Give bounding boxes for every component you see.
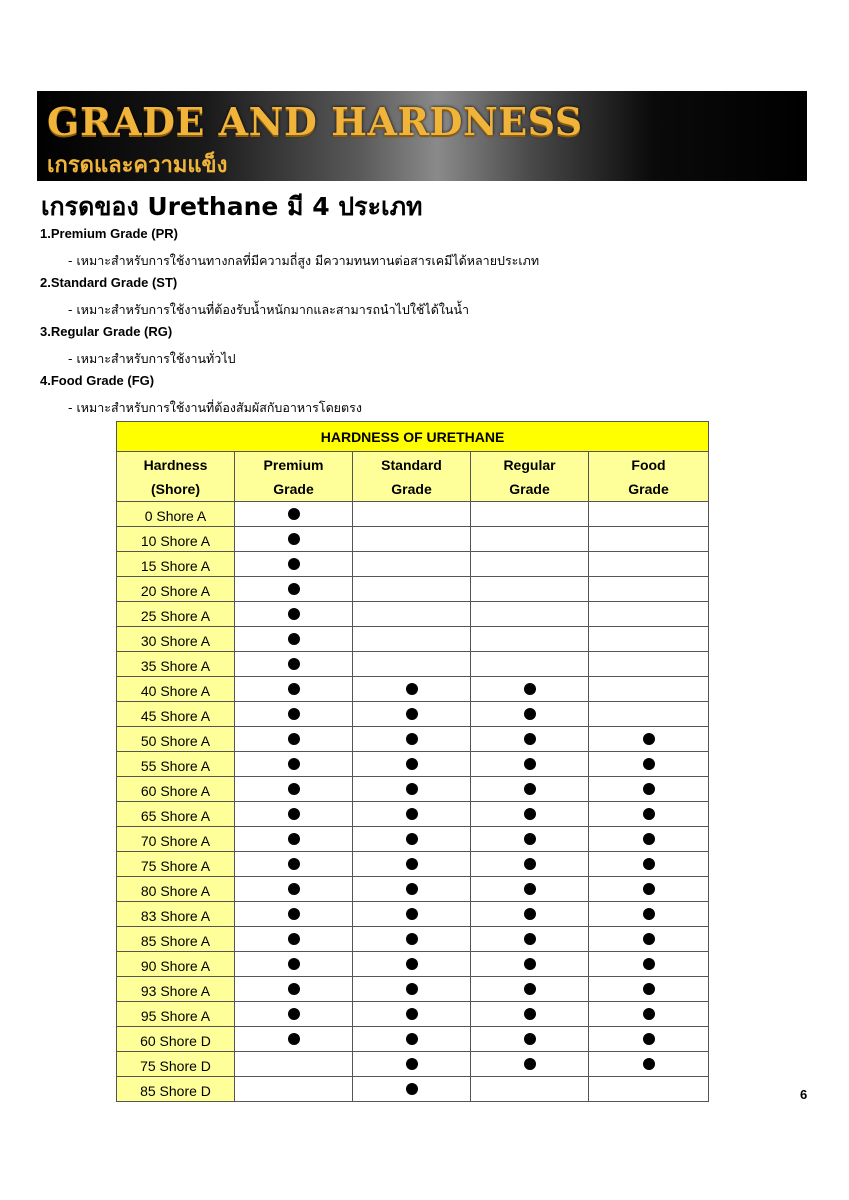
hardness-label: 83 Shore A xyxy=(117,902,235,927)
grade-cell-standard xyxy=(353,952,471,977)
hardness-label: 93 Shore A xyxy=(117,977,235,1002)
grade-cell-standard xyxy=(353,1027,471,1052)
table-row xyxy=(117,727,709,752)
available-dot-icon xyxy=(524,958,536,970)
grade-cell-premium xyxy=(235,752,353,777)
hardness-label: 50 Shore A xyxy=(117,727,235,752)
grade-title-standard: 2.Standard Grade (ST) xyxy=(40,275,178,290)
grade-cell-standard xyxy=(353,927,471,952)
grade-desc-regular: - เหมาะสำหรับการใช้งานทั่วไป xyxy=(68,351,236,366)
available-dot-icon xyxy=(643,833,655,845)
grade-cell-premium xyxy=(235,702,353,727)
grade-cell-standard xyxy=(353,1077,471,1102)
grade-cell-standard xyxy=(353,802,471,827)
available-dot-icon xyxy=(288,608,300,620)
grade-cell-regular xyxy=(471,577,589,602)
grade-cell-premium xyxy=(235,677,353,702)
grade-cell-regular xyxy=(471,627,589,652)
grade-cell-standard xyxy=(353,527,471,552)
grade-cell-regular xyxy=(471,827,589,852)
grade-cell-food xyxy=(589,577,709,602)
table-row xyxy=(117,1052,709,1077)
grade-cell-premium xyxy=(235,552,353,577)
grade-cell-regular xyxy=(471,1002,589,1027)
table-row xyxy=(117,877,709,902)
available-dot-icon xyxy=(288,1008,300,1020)
grade-cell-food xyxy=(589,652,709,677)
grade-cell-food xyxy=(589,677,709,702)
table-title: HARDNESS OF URETHANE xyxy=(117,422,709,452)
available-dot-icon xyxy=(406,1083,418,1095)
grade-cell-standard xyxy=(353,677,471,702)
table-row xyxy=(117,527,709,552)
grade-cell-premium xyxy=(235,1077,353,1102)
grade-cell-food xyxy=(589,627,709,652)
table-row xyxy=(117,602,709,627)
table-row xyxy=(117,977,709,1002)
available-dot-icon xyxy=(643,758,655,770)
grade-desc-standard: - เหมาะสำหรับการใช้งานที่ต้องรับน้ำหนักมากและสามารถนำไปใช้ได้ในน้ำ xyxy=(68,302,470,317)
available-dot-icon xyxy=(288,708,300,720)
grade-cell-standard xyxy=(353,852,471,877)
table-row xyxy=(117,752,709,777)
available-dot-icon xyxy=(288,633,300,645)
available-dot-icon xyxy=(643,958,655,970)
available-dot-icon xyxy=(288,933,300,945)
grade-cell-regular xyxy=(471,877,589,902)
grade-cell-premium xyxy=(235,877,353,902)
grade-cell-standard xyxy=(353,777,471,802)
available-dot-icon xyxy=(524,833,536,845)
hardness-label: 80 Shore A xyxy=(117,877,235,902)
grade-cell-regular xyxy=(471,1077,589,1102)
header-premium: Premium Grade xyxy=(235,452,353,502)
table-row xyxy=(117,552,709,577)
grade-title-premium: 1.Premium Grade (PR) xyxy=(40,226,178,241)
grade-cell-premium xyxy=(235,1052,353,1077)
hardness-label: 15 Shore A xyxy=(117,552,235,577)
table-row xyxy=(117,677,709,702)
available-dot-icon xyxy=(288,758,300,770)
grade-cell-food xyxy=(589,777,709,802)
available-dot-icon xyxy=(406,858,418,870)
grade-cell-regular xyxy=(471,977,589,1002)
grade-cell-food xyxy=(589,977,709,1002)
hardness-label: 35 Shore A xyxy=(117,652,235,677)
available-dot-icon xyxy=(643,933,655,945)
available-dot-icon xyxy=(288,908,300,920)
hardness-label: 30 Shore A xyxy=(117,627,235,652)
available-dot-icon xyxy=(288,833,300,845)
hardness-label: 60 Shore A xyxy=(117,777,235,802)
available-dot-icon xyxy=(524,883,536,895)
table-row xyxy=(117,627,709,652)
page-number: 6 xyxy=(800,1087,808,1102)
header-food: Food Grade xyxy=(589,452,709,502)
grade-cell-premium xyxy=(235,827,353,852)
available-dot-icon xyxy=(288,508,300,520)
grade-cell-food xyxy=(589,727,709,752)
available-dot-icon xyxy=(288,783,300,795)
available-dot-icon xyxy=(524,983,536,995)
available-dot-icon xyxy=(406,758,418,770)
table-row xyxy=(117,952,709,977)
table-row xyxy=(117,827,709,852)
hardness-label: 70 Shore A xyxy=(117,827,235,852)
grade-cell-regular xyxy=(471,802,589,827)
grade-cell-food xyxy=(589,502,709,527)
grade-cell-regular xyxy=(471,902,589,927)
hardness-label: 95 Shore A xyxy=(117,1002,235,1027)
hardness-label: 90 Shore A xyxy=(117,952,235,977)
grade-cell-regular xyxy=(471,552,589,577)
grade-cell-premium xyxy=(235,652,353,677)
available-dot-icon xyxy=(288,958,300,970)
table-row xyxy=(117,927,709,952)
available-dot-icon xyxy=(643,858,655,870)
available-dot-icon xyxy=(524,933,536,945)
hardness-label: 10 Shore A xyxy=(117,527,235,552)
available-dot-icon xyxy=(406,833,418,845)
available-dot-icon xyxy=(288,658,300,670)
grade-cell-standard xyxy=(353,652,471,677)
grade-cell-standard xyxy=(353,877,471,902)
grade-cell-food xyxy=(589,927,709,952)
hardness-label: 0 Shore A xyxy=(117,502,235,527)
grade-cell-standard xyxy=(353,602,471,627)
hardness-label: 85 Shore D xyxy=(117,1077,235,1102)
available-dot-icon xyxy=(524,1008,536,1020)
available-dot-icon xyxy=(406,808,418,820)
table-row xyxy=(117,802,709,827)
available-dot-icon xyxy=(288,808,300,820)
available-dot-icon xyxy=(524,858,536,870)
grade-cell-premium xyxy=(235,502,353,527)
available-dot-icon xyxy=(288,558,300,570)
grade-cell-regular xyxy=(471,652,589,677)
available-dot-icon xyxy=(406,1058,418,1070)
grade-title-regular: 3.Regular Grade (RG) xyxy=(40,324,173,339)
grade-cell-regular xyxy=(471,852,589,877)
available-dot-icon xyxy=(288,983,300,995)
grade-cell-premium xyxy=(235,802,353,827)
available-dot-icon xyxy=(406,1033,418,1045)
table-row xyxy=(117,1002,709,1027)
available-dot-icon xyxy=(643,1033,655,1045)
grade-cell-food xyxy=(589,1002,709,1027)
available-dot-icon xyxy=(643,1058,655,1070)
grade-cell-standard xyxy=(353,727,471,752)
grade-cell-food xyxy=(589,702,709,727)
hardness-label: 20 Shore A xyxy=(117,577,235,602)
grade-cell-regular xyxy=(471,777,589,802)
available-dot-icon xyxy=(524,908,536,920)
grade-cell-premium xyxy=(235,527,353,552)
title-banner xyxy=(37,91,807,181)
hardness-label: 25 Shore A xyxy=(117,602,235,627)
table-row xyxy=(117,902,709,927)
grade-cell-standard xyxy=(353,502,471,527)
grade-cell-premium xyxy=(235,777,353,802)
available-dot-icon xyxy=(288,858,300,870)
available-dot-icon xyxy=(406,783,418,795)
table-row xyxy=(117,1027,709,1052)
available-dot-icon xyxy=(643,883,655,895)
grade-cell-food xyxy=(589,902,709,927)
grade-cell-premium xyxy=(235,627,353,652)
grade-cell-regular xyxy=(471,952,589,977)
header-hardness: Hardness (Shore) xyxy=(117,452,235,502)
table-header-row xyxy=(117,452,709,502)
grade-cell-food xyxy=(589,1077,709,1102)
available-dot-icon xyxy=(288,1033,300,1045)
available-dot-icon xyxy=(288,683,300,695)
grade-cell-standard xyxy=(353,752,471,777)
grade-cell-food xyxy=(589,952,709,977)
grade-cell-premium xyxy=(235,602,353,627)
banner-subtitle: เกรดและความแข็ง xyxy=(47,153,228,178)
grade-cell-standard xyxy=(353,702,471,727)
grade-cell-regular xyxy=(471,727,589,752)
hardness-label: 55 Shore A xyxy=(117,752,235,777)
available-dot-icon xyxy=(406,683,418,695)
available-dot-icon xyxy=(288,583,300,595)
hardness-label: 60 Shore D xyxy=(117,1027,235,1052)
available-dot-icon xyxy=(524,1033,536,1045)
available-dot-icon xyxy=(406,958,418,970)
hardness-label: 65 Shore A xyxy=(117,802,235,827)
available-dot-icon xyxy=(524,783,536,795)
table-row xyxy=(117,702,709,727)
grade-cell-standard xyxy=(353,1002,471,1027)
grade-cell-food xyxy=(589,752,709,777)
available-dot-icon xyxy=(406,733,418,745)
grade-cell-premium xyxy=(235,577,353,602)
available-dot-icon xyxy=(643,783,655,795)
table-row xyxy=(117,652,709,677)
grade-cell-food xyxy=(589,527,709,552)
available-dot-icon xyxy=(524,808,536,820)
grade-cell-regular xyxy=(471,677,589,702)
available-dot-icon xyxy=(406,933,418,945)
table-row xyxy=(117,852,709,877)
hardness-label: 75 Shore A xyxy=(117,852,235,877)
grade-cell-standard xyxy=(353,552,471,577)
table-row xyxy=(117,1077,709,1102)
available-dot-icon xyxy=(406,908,418,920)
available-dot-icon xyxy=(643,733,655,745)
header-regular: Regular Grade xyxy=(471,452,589,502)
available-dot-icon xyxy=(643,1008,655,1020)
grade-cell-standard xyxy=(353,627,471,652)
available-dot-icon xyxy=(288,883,300,895)
available-dot-icon xyxy=(406,1008,418,1020)
grade-cell-food xyxy=(589,802,709,827)
grade-cell-standard xyxy=(353,1052,471,1077)
grade-cell-standard xyxy=(353,577,471,602)
available-dot-icon xyxy=(406,708,418,720)
grade-cell-food xyxy=(589,1027,709,1052)
grade-cell-regular xyxy=(471,702,589,727)
grade-cell-food xyxy=(589,852,709,877)
grade-desc-food: - เหมาะสำหรับการใช้งานที่ต้องสัมผัสกับอาหารโดยตรง xyxy=(68,400,362,415)
header-standard: Standard Grade xyxy=(353,452,471,502)
grade-cell-standard xyxy=(353,977,471,1002)
grade-cell-standard xyxy=(353,827,471,852)
grade-cell-premium xyxy=(235,977,353,1002)
available-dot-icon xyxy=(643,983,655,995)
grade-cell-food xyxy=(589,602,709,627)
table-row xyxy=(117,777,709,802)
grade-cell-premium xyxy=(235,1027,353,1052)
grade-cell-regular xyxy=(471,602,589,627)
hardness-label: 45 Shore A xyxy=(117,702,235,727)
available-dot-icon xyxy=(406,883,418,895)
grade-cell-premium xyxy=(235,727,353,752)
grade-cell-regular xyxy=(471,927,589,952)
grade-cell-premium xyxy=(235,902,353,927)
hardness-table xyxy=(116,421,709,1102)
available-dot-icon xyxy=(524,733,536,745)
grade-cell-premium xyxy=(235,927,353,952)
grade-cell-regular xyxy=(471,527,589,552)
table-row xyxy=(117,577,709,602)
grade-cell-food xyxy=(589,552,709,577)
available-dot-icon xyxy=(524,758,536,770)
available-dot-icon xyxy=(288,533,300,545)
grade-title-food: 4.Food Grade (FG) xyxy=(40,373,155,388)
hardness-label: 85 Shore A xyxy=(117,927,235,952)
table-row xyxy=(117,502,709,527)
grade-cell-food xyxy=(589,877,709,902)
grade-desc-premium: - เหมาะสำหรับการใช้งานทางกลที่มีความถี่สูง มีความทนทานต่อสารเคมีได้หลายประเภท xyxy=(68,253,540,268)
banner-title: GRADE AND HARDNESS xyxy=(47,99,583,144)
grade-cell-regular xyxy=(471,1027,589,1052)
grade-cell-food xyxy=(589,1052,709,1077)
available-dot-icon xyxy=(524,1058,536,1070)
grade-cell-premium xyxy=(235,1002,353,1027)
grade-cell-regular xyxy=(471,752,589,777)
grade-cell-food xyxy=(589,827,709,852)
available-dot-icon xyxy=(406,983,418,995)
available-dot-icon xyxy=(524,708,536,720)
page-heading: เกรดของ Urethane มี 4 ประเภท xyxy=(41,192,423,221)
grade-cell-premium xyxy=(235,952,353,977)
grade-cell-regular xyxy=(471,1052,589,1077)
available-dot-icon xyxy=(524,683,536,695)
hardness-label: 75 Shore D xyxy=(117,1052,235,1077)
available-dot-icon xyxy=(288,733,300,745)
grade-cell-premium xyxy=(235,852,353,877)
available-dot-icon xyxy=(643,908,655,920)
hardness-label: 40 Shore A xyxy=(117,677,235,702)
available-dot-icon xyxy=(643,808,655,820)
grade-cell-regular xyxy=(471,502,589,527)
grade-cell-standard xyxy=(353,902,471,927)
